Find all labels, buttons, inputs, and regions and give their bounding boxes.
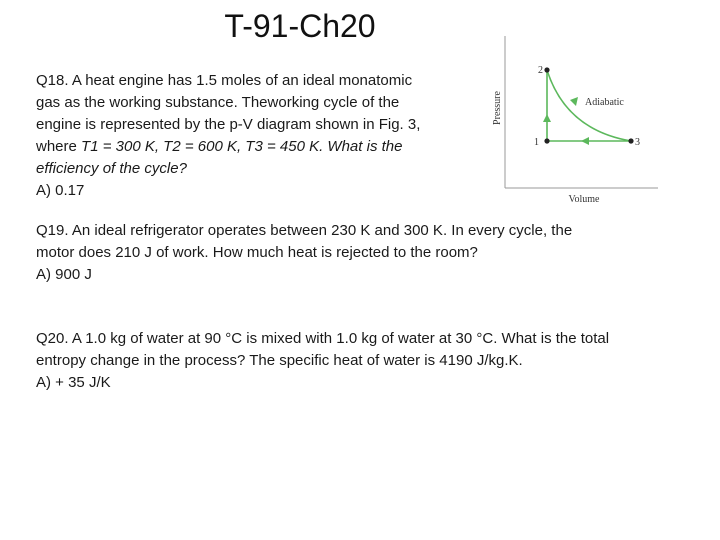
state-point-3: [628, 138, 633, 143]
pv-diagram-svg: [488, 34, 668, 206]
q19-line-2: motor does 210 J of work. How much heat is rejected to the room?: [36, 244, 478, 261]
q19-answer: A) 900 J: [36, 266, 92, 283]
q18-line-4: [36, 136, 471, 158]
point-1-label: 1: [534, 137, 539, 148]
q19-line-1: Q19. An ideal refrigerator operates between 230 K and 300 K. In every cycle, the: [36, 222, 573, 239]
state-point-1: [544, 138, 549, 143]
q18-line-5: [36, 158, 471, 180]
q18-line-1: Q18. A heat engine has 1.5 moles of an ideal monatomic: [36, 72, 413, 89]
q20-line-1: Q20. A 1.0 kg of water at 90 °C is mixed with 1.0 kg of water at 30 °C. What is the total: [36, 330, 610, 347]
question-19: [36, 220, 686, 286]
question-20: [36, 328, 696, 394]
state-point-2: [544, 67, 549, 72]
q18-line-4-temperatures: T1 = 300 K, T2 = 600 K, T3 = 450 K. What is the: [81, 138, 403, 155]
adiabatic-label: Adiabatic: [585, 97, 624, 108]
q20-answer: A) + 35 J/K: [36, 374, 111, 391]
question-18: [36, 70, 471, 202]
arrow-up-icon: [543, 114, 551, 122]
pv-diagram: [488, 34, 668, 206]
q18-line-2: gas as the working substance. Theworking cycle of the: [36, 94, 400, 111]
point-3-label: 3: [635, 137, 640, 148]
q18-line-4-prefix: where: [36, 138, 82, 155]
q20-line-2: entropy change in the process? The specific heat of water is 4190 J/kg.K.: [36, 352, 523, 369]
page-title: T-91-Ch20: [224, 8, 376, 44]
arrow-left-icon: [581, 137, 589, 145]
q18-answer: A) 0.17: [36, 182, 85, 199]
q18-line-3: engine is represented by the p-V diagram shown in Fig. 3,: [36, 116, 421, 133]
x-axis-label: Volume: [568, 194, 600, 205]
point-2-label: 2: [538, 65, 543, 76]
arrow-down-right-icon: [570, 97, 578, 106]
y-axis-label: Pressure: [492, 91, 503, 125]
q18-line-5-text: efficiency of the cycle?: [36, 160, 187, 177]
